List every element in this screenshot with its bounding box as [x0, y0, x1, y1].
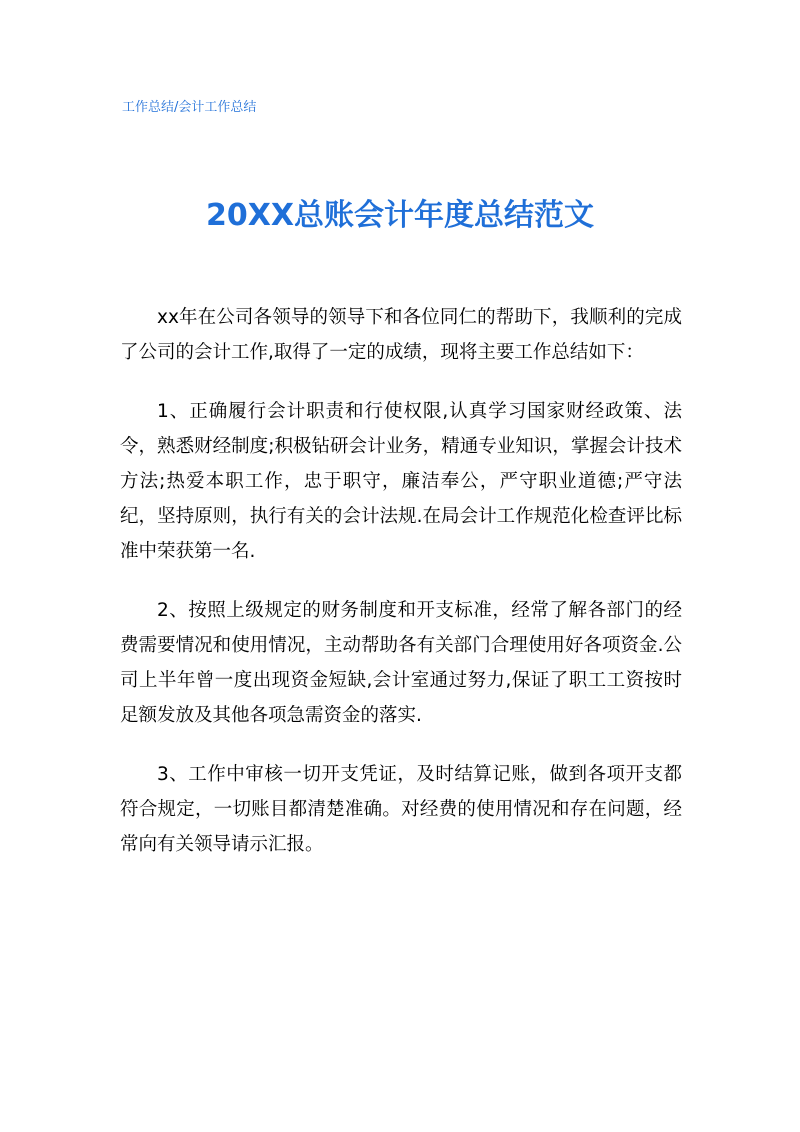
page-title: 20XX总账会计年度总结范文	[205, 198, 594, 233]
breadcrumb[interactable]: 工作总结/会计工作总结	[122, 100, 257, 115]
paragraph-item-1: 1、正确履行会计职责和行使权限,认真学习国家财经政策、法令，熟悉财经制度;积极钻研会计业务，精通专业知识，掌握会计技术方法;热爱本职工作，忠于职守，廉洁奉公，严守职业道德;严守法纪，坚持原则，执行有关的会计法规.在局会计工作规范化检查评比标准中荣获第一名.	[120, 401, 682, 562]
intro-paragraph: xx年在公司各领导的领导下和各位同仁的帮助下，我顺利的完成了公司的会计工作,取得了一定的成绩，现将主要工作总结如下：	[120, 307, 682, 363]
paragraph-item-3: 3、工作中审核一切开支凭证，及时结算记账，做到各项开支都符合规定，一切账目都清楚准确。对经费的使用情况和存在问题，经常向有关领导请示汇报。	[120, 764, 682, 855]
document-body	[120, 300, 682, 886]
paragraph-item-2: 2、按照上级规定的财务制度和开支标准，经常了解各部门的经费需要情况和使用情况，主动帮助各有关部门合理使用好各项资金.公司上半年曾一度出现资金短缺,会计室通过努力,保证了职工工资按时足额发放及其他各项急需资金的落实.	[120, 600, 682, 726]
